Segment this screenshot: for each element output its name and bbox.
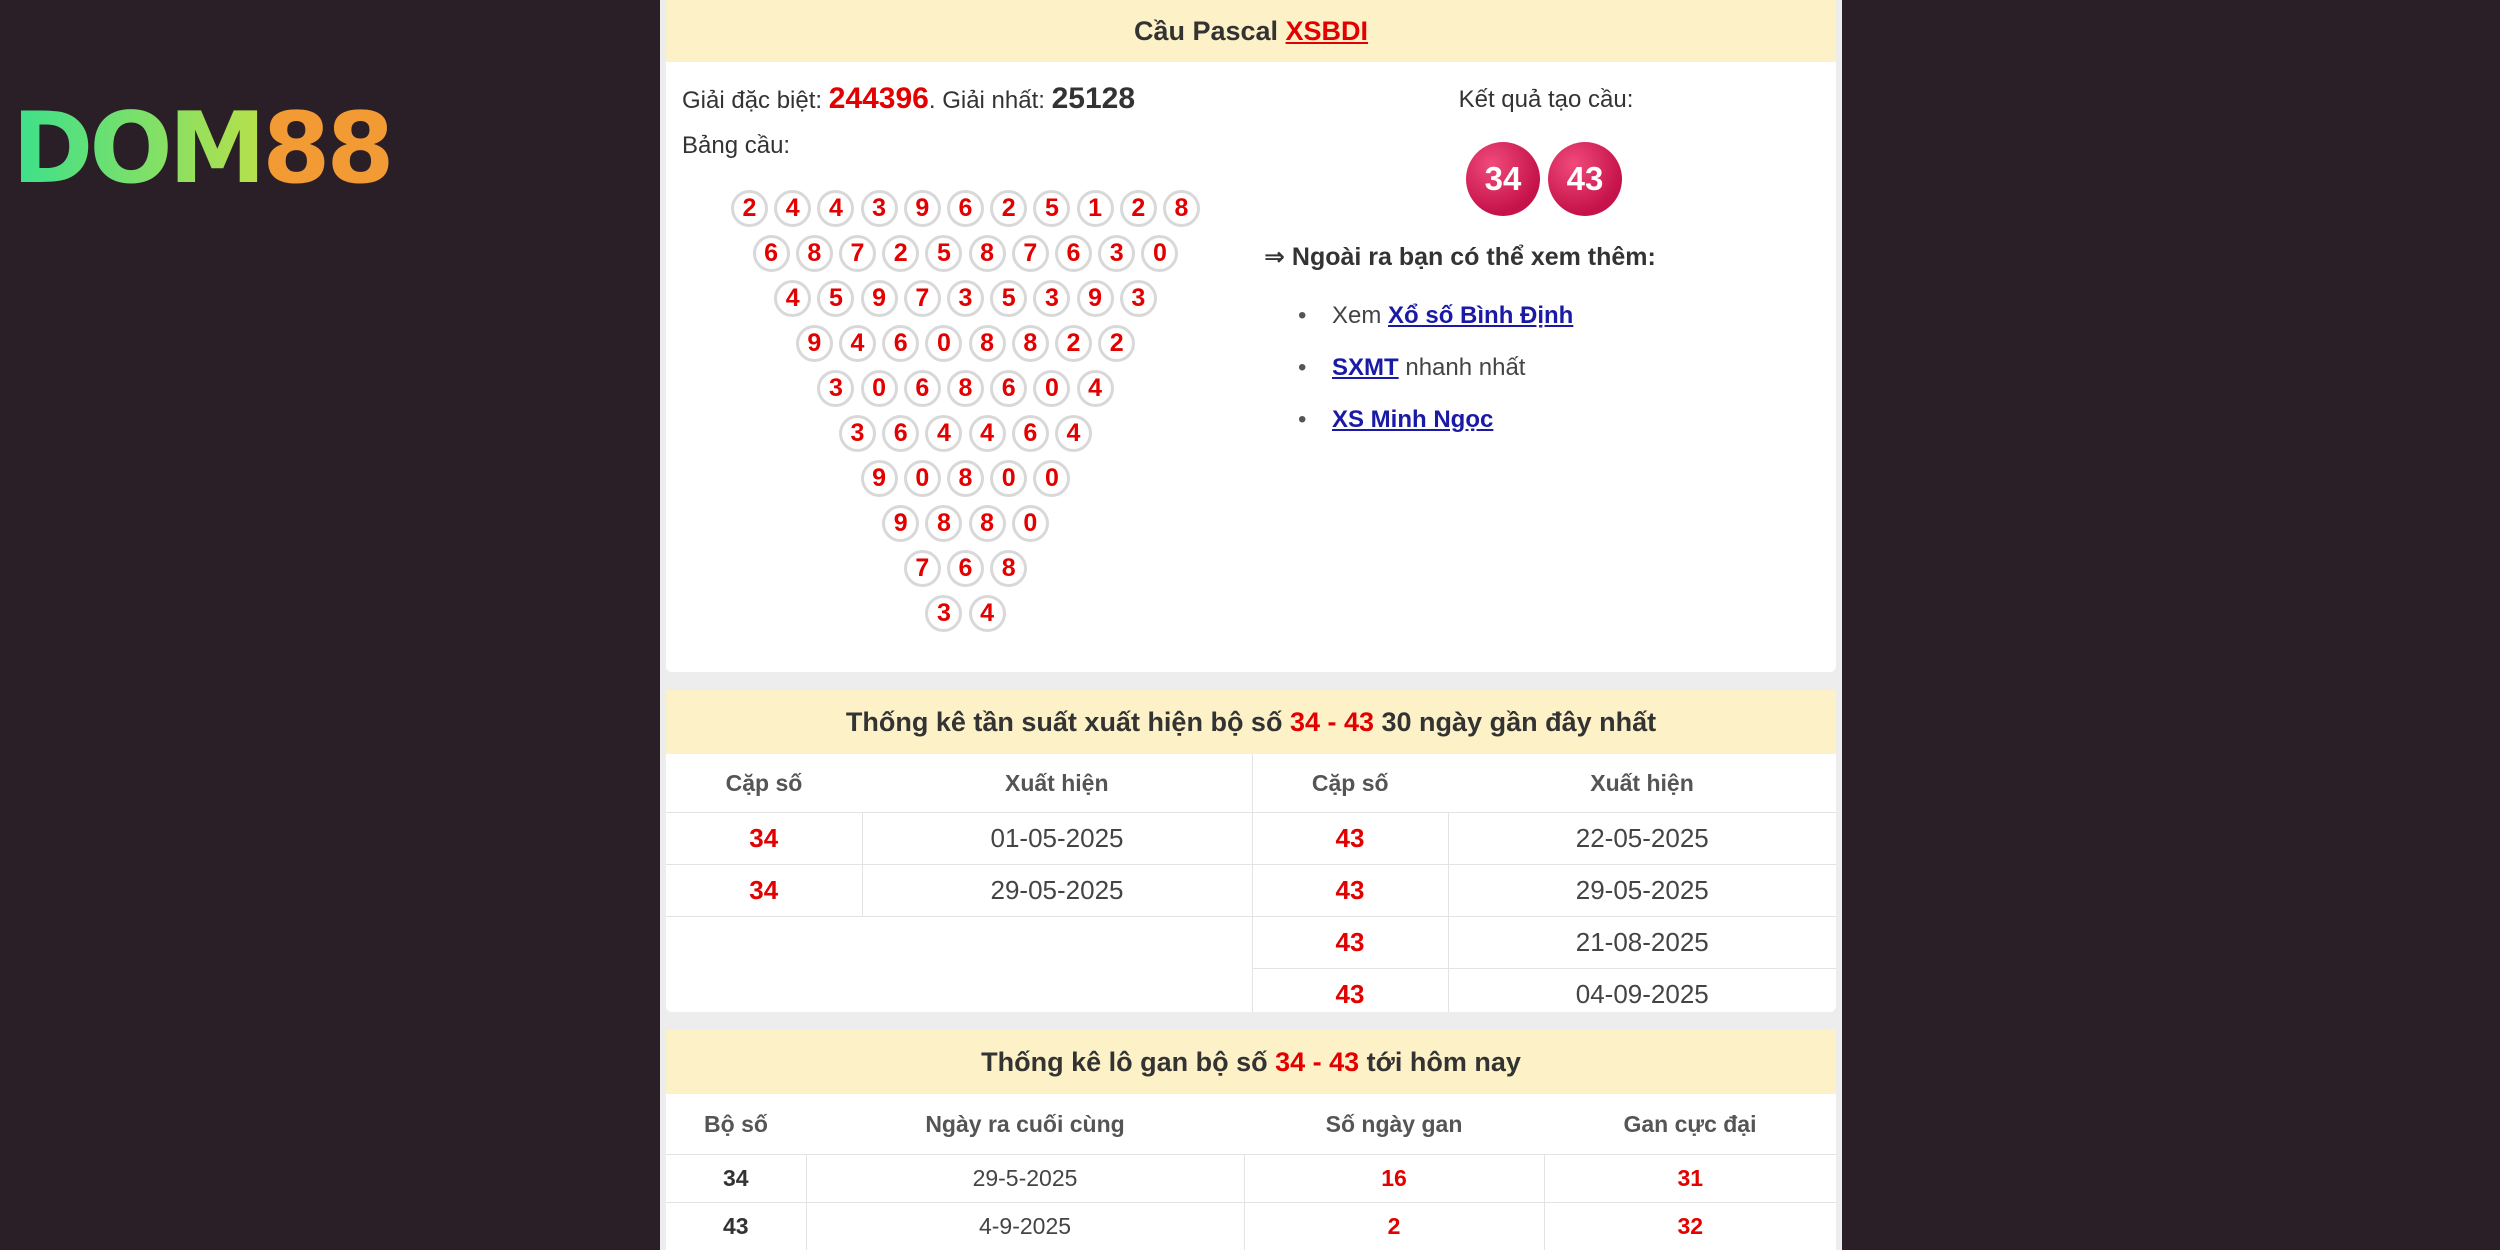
pascal-ball: 0	[925, 325, 962, 362]
pascal-ball: 6	[882, 415, 919, 452]
pascal-ball: 4	[839, 325, 876, 362]
pascal-ball: 9	[1077, 280, 1114, 317]
lo-gan-title-prefix: Thống kê lô gan bộ số	[981, 1047, 1276, 1077]
xs-minh-ngoc-link[interactable]: XS Minh Ngọc	[1332, 406, 1494, 433]
pascal-ball: 0	[1033, 370, 1070, 407]
pascal-ball: 8	[969, 235, 1006, 272]
max-gan-cell: 31	[1544, 1155, 1836, 1203]
pascal-ball: 6	[947, 550, 984, 587]
pascal-ball: 3	[839, 415, 876, 452]
pascal-ball: 2	[1098, 325, 1135, 362]
pair-cell: 43	[666, 1203, 806, 1250]
date-cell: 29-05-2025	[1448, 865, 1836, 917]
pascal-ball: 8	[1012, 325, 1049, 362]
pascal-ball: 1	[1077, 190, 1114, 227]
table-row	[666, 969, 1836, 1013]
frequency-title-pair: 34 - 43	[1289, 707, 1375, 737]
link-suffix: nhanh nhất	[1398, 354, 1526, 381]
table-row	[666, 917, 1836, 969]
pascal-ball: 4	[817, 190, 854, 227]
pair-cell: 34	[666, 1155, 806, 1203]
pascal-ball: 4	[969, 595, 1006, 632]
pascal-title	[666, 0, 1836, 62]
table-row	[666, 813, 1836, 865]
pascal-ball: 2	[990, 190, 1027, 227]
pair-cell: 43	[1252, 969, 1448, 1013]
pascal-ball: 3	[1120, 280, 1157, 317]
table-row	[666, 865, 1836, 917]
column-header: Ngày ra cuối cùng	[925, 1110, 1125, 1137]
pascal-ball: 8	[990, 550, 1027, 587]
xo-so-binh-dinh-link[interactable]: Xổ số Bình Định	[1388, 302, 1574, 329]
see-more-item	[1298, 300, 1573, 352]
logo-text-88: 88	[262, 92, 391, 206]
pascal-ball: 6	[753, 235, 790, 272]
table-header-row	[666, 754, 1836, 813]
pascal-ball: 7	[904, 280, 941, 317]
gan-days-cell: 2	[1244, 1203, 1544, 1250]
pascal-ball: 2	[882, 235, 919, 272]
special-prize-value: 244396	[828, 82, 929, 115]
lo-gan-title-suffix: tới hôm nay	[1359, 1047, 1521, 1077]
pascal-ball: 5	[925, 235, 962, 272]
pascal-card	[666, 0, 1836, 672]
frequency-table	[666, 754, 1836, 1012]
pascal-title-text: Cầu Pascal	[1133, 16, 1286, 46]
link-prefix: Xem	[1332, 302, 1389, 329]
pascal-ball: 4	[1077, 370, 1114, 407]
table-header-row	[666, 1094, 1836, 1155]
logo-text-dom: DOM	[12, 92, 263, 206]
table-row	[666, 1155, 1836, 1203]
pascal-ball: 9	[861, 460, 898, 497]
pascal-ball: 4	[969, 415, 1006, 452]
pascal-ball: 9	[882, 505, 919, 542]
result-label: Kết quả tạo cầu:	[1458, 86, 1634, 113]
lo-gan-card	[666, 1030, 1836, 1250]
xsbdi-link[interactable]: XSBDI	[1285, 16, 1369, 46]
sxmt-link[interactable]: SXMT	[1332, 354, 1399, 381]
pair-cell: 43	[1252, 813, 1448, 865]
first-prize-value: 25128	[1051, 82, 1136, 115]
pascal-ball: 6	[1055, 235, 1092, 272]
lo-gan-table	[666, 1094, 1836, 1250]
pascal-ball: 8	[947, 370, 984, 407]
pascal-ball: 2	[1120, 190, 1157, 227]
pascal-ball: 0	[1141, 235, 1178, 272]
date-cell: 01-05-2025	[862, 813, 1252, 865]
column-header: Bộ số	[704, 1110, 768, 1137]
pascal-ball: 3	[925, 595, 962, 632]
pascal-ball: 2	[731, 190, 768, 227]
see-more-title: ⇒ Ngoài ra bạn có thể xem thêm:	[1264, 243, 1656, 271]
pascal-ball: 3	[947, 280, 984, 317]
pascal-ball: 0	[904, 460, 941, 497]
column-header: Xuất hiện	[1590, 769, 1694, 796]
pascal-ball: 2	[1055, 325, 1092, 362]
date-cell: 22-05-2025	[1448, 813, 1836, 865]
frequency-title-suffix: 30 ngày gần đây nhất	[1374, 707, 1657, 737]
pascal-ball: 0	[1033, 460, 1070, 497]
pascal-ball: 6	[947, 190, 984, 227]
pascal-ball: 7	[839, 235, 876, 272]
pascal-ball: 0	[861, 370, 898, 407]
pascal-ball: 5	[817, 280, 854, 317]
date-cell: 04-09-2025	[1448, 969, 1836, 1013]
pascal-ball: 3	[1098, 235, 1135, 272]
result-ball: 34	[1466, 142, 1540, 216]
table-row	[666, 1203, 1836, 1250]
column-header: Cặp số	[725, 769, 803, 796]
first-prize-label: . Giải nhất:	[928, 87, 1052, 114]
lo-gan-title	[666, 1030, 1836, 1094]
date-cell: 29-05-2025	[862, 865, 1252, 917]
frequency-card	[666, 690, 1836, 1012]
frequency-title-prefix: Thống kê tần suất xuất hiện bộ số	[845, 707, 1290, 737]
max-gan-cell: 32	[1544, 1203, 1836, 1250]
pair-cell: 43	[1252, 865, 1448, 917]
gan-days-cell: 16	[1244, 1155, 1544, 1203]
date-cell: 21-08-2025	[1448, 917, 1836, 969]
pascal-ball: 0	[990, 460, 1027, 497]
result-ball: 43	[1548, 142, 1622, 216]
see-more-list	[1298, 300, 1573, 456]
pascal-ball: 9	[904, 190, 941, 227]
pascal-ball: 5	[990, 280, 1027, 317]
pair-cell: 34	[666, 813, 862, 865]
pascal-ball: 6	[904, 370, 941, 407]
pair-cell: 34	[666, 865, 862, 917]
empty-cell	[666, 917, 1252, 969]
column-header: Gan cực đại	[1623, 1110, 1757, 1137]
column-header: Xuất hiện	[862, 754, 1252, 813]
pascal-ball: 3	[817, 370, 854, 407]
prize-line	[682, 82, 1135, 116]
last-date-cell: 4-9-2025	[806, 1203, 1244, 1250]
pascal-ball: 8	[969, 325, 1006, 362]
pascal-ball: 4	[1055, 415, 1092, 452]
see-more-item	[1298, 352, 1573, 404]
pascal-ball: 6	[990, 370, 1027, 407]
pascal-ball: 3	[861, 190, 898, 227]
frequency-title	[666, 690, 1836, 754]
pascal-ball: 6	[882, 325, 919, 362]
pascal-ball: 4	[925, 415, 962, 452]
main-content	[660, 0, 1842, 1250]
special-prize-label: Giải đặc biệt:	[682, 87, 829, 114]
pascal-ball: 8	[969, 505, 1006, 542]
column-header: Số ngày gan	[1325, 1110, 1463, 1137]
see-more-item	[1298, 404, 1573, 456]
lo-gan-title-pair: 34 - 43	[1275, 1047, 1360, 1077]
empty-cell	[666, 969, 1252, 1013]
pascal-ball: 6	[1012, 415, 1049, 452]
dom88-logo[interactable]	[12, 92, 391, 206]
pascal-ball: 7	[1012, 235, 1049, 272]
last-date-cell: 29-5-2025	[806, 1155, 1244, 1203]
pascal-ball: 4	[774, 190, 811, 227]
pascal-ball: 3	[1033, 280, 1070, 317]
pascal-ball: 5	[1033, 190, 1070, 227]
pascal-ball: 8	[1163, 190, 1200, 227]
pascal-table-label: Bảng cầu:	[682, 132, 791, 159]
pair-cell: 43	[1252, 917, 1448, 969]
pascal-ball: 8	[796, 235, 833, 272]
pascal-ball: 0	[1012, 505, 1049, 542]
pascal-ball: 4	[774, 280, 811, 317]
pascal-ball: 9	[861, 280, 898, 317]
pascal-ball: 9	[796, 325, 833, 362]
pascal-ball: 8	[947, 460, 984, 497]
pascal-ball: 8	[925, 505, 962, 542]
column-header: Cặp số	[1311, 769, 1389, 796]
pascal-ball: 7	[904, 550, 941, 587]
